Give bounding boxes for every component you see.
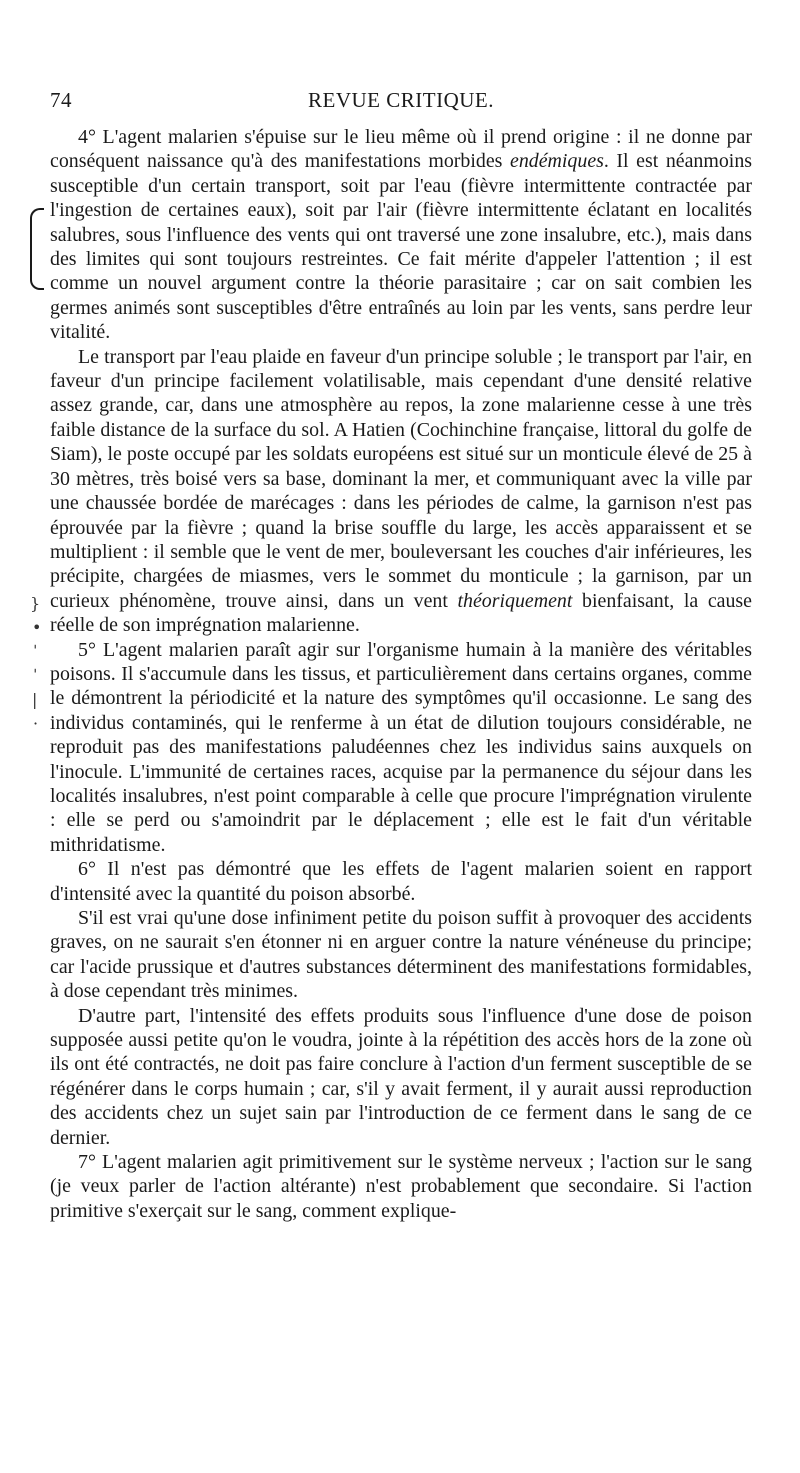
paragraph: 7° L'agent malarien agit primitivement sur le système nerveux ; l'action sur le sang (je veux parler de l'action altérante) n'est probablement que secondaire. Si l'action primitive s'exerçait sur le sang, comment explique-	[50, 1151, 752, 1222]
paragraph: 6° Il n'est pas démontré que les effets de l'agent malarien soient en rapport d'intensité avec la quantité du poison absorbé.	[50, 858, 752, 905]
margin-mark: ˈ	[33, 642, 38, 661]
page-header	[50, 88, 752, 116]
margin-mark: }	[30, 594, 41, 613]
body-text	[50, 125, 752, 1223]
paragraph: D'autre part, l'intensité des effets produits sous l'influence d'une dose de poison supposée aussi petite qu'on le voudra, jointe à la répétition des accès hors de la zone où ils ont été contractés, ne doit pas faire conclure à l'action d'un ferment susceptible de se régénérer dans le corps humain ; car, s'il y avait ferment, il y aurait aussi reproduction des accidents chez un sujet sain par l'introduction de ce ferment dans le sang de ce dernier.	[50, 1004, 752, 1149]
margin-bracket	[30, 208, 44, 290]
emphasis: endémiques	[509, 150, 604, 173]
running-title: REVUE CRITIQUE.	[308, 88, 494, 112]
paragraph: 4° L'agent malarien s'épuise sur le lieu même où il prend origine : il ne donne par conséquent naissance qu'à des manifestations morbides endémiques. Il est néanmoins susceptible d'un certain transport, soit par l'eau (fièvre intermittente contractée par l'ingestion de certaines eaux), soit par l'air (fièvre intermittente éclatant en localités salubres, sous l'influence des vents qui ont traversé une zone insalubre, etc.), mais dans des limites qui sont toujours restreintes. Ce fait mérite d'appeler l'attention ; il est comme un nouvel argument contre la théorie parasitaire ; car on sait combien les germes animés sont susceptibles d'être entraînés au loin par les vents, sans perdre leur vitalité.	[50, 126, 753, 344]
margin-mark: ˈ	[33, 666, 38, 685]
paragraph: S'il est vrai qu'une dose infiniment petite du poison suffit à provoquer des accidents graves, on ne saurait s'en étonner ni en arguer contre la nature vénéneuse du principe; car l'acide prussique et d'autres substances déterminent des manifestations formidables, à dose cependant très minimes.	[50, 907, 752, 1003]
margin-mark: •	[32, 618, 42, 637]
emphasis: théoriquement	[457, 589, 573, 612]
paragraph: Le transport par l'eau plaide en faveur d'un principe soluble ; le transport par l'air, en faveur d'un principe facilement volatilisable, mais cependant d'une densité relative assez grande, car, dans une atmosphère au repos, la zone malarienne cesse à une très faible distance de la surface du sol. A Hatien (Cochinchine française, littoral du golfe de Siam), le poste occupé par les soldats européens est situé sur un monticule élevé de 25 à 30 mètres, très boisé vers sa base, dominant la mer, et communiquant avec la ville par une chaussée bordée de marécages : dans les périodes de calme, la garnison n'est pas éprouvée par la fièvre ; quand la brise souffle du large, les accès apparaissent et se multiplient : il semble que le vent de mer, bouleversant les couches d'air inférieures, les précipite, chargées de miasmes, vers le sommet du monticule ; la garnison, par un curieux phénomène, trouve ainsi, dans un vent théoriquement bienfaisant, la cause réelle de son imprégnation malarienne.	[50, 345, 752, 637]
paragraph: 5° L'agent malarien paraît agir sur l'organisme humain à la manière des véritables poisons. Il s'accumule dans les tissus, et particulièrement dans certains organes, comme le démontrent la périodicité et la nature des symptômes qu'il occasionne. Le sang des individus contaminés, qui le renferme à un état de dilution toujours considérable, ne reproduit pas des manifestations paludéennes chez les individus sains auxquels on l'inocule. L'immunité de certaines races, acquise par la permanence du séjour dans les localités insalubres, n'est point comparable à celle que procure l'imprégnation virulente : elle se perd ou s'amoindrit par le déplacement ; elle est le fait d'un véritable mithridatisme.	[50, 638, 752, 856]
margin-mark: ·	[33, 714, 39, 733]
page-number: 74	[50, 88, 72, 112]
margin-mark: |	[32, 690, 38, 709]
